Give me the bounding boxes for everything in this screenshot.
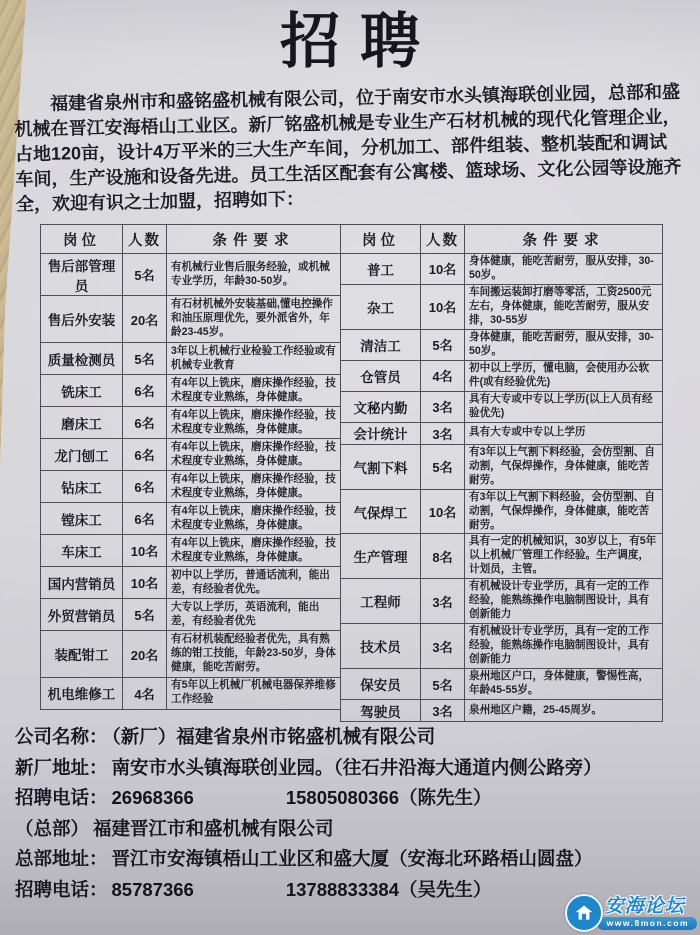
requirements-cell: 泉州地区户口，身体健康，警惕性高，年龄45-55岁。 bbox=[465, 669, 663, 700]
table-row bbox=[41, 677, 341, 709]
requirements-cell: 有4年以上铣床，磨床操作经验，技术程度专业熟练，身体健康。 bbox=[167, 375, 341, 407]
requirements-cell: 具有大专或中专以上学历 bbox=[465, 422, 663, 444]
count-cell: 3名 bbox=[421, 700, 465, 722]
count-cell: 8名 bbox=[421, 534, 465, 579]
watermark-site-name: 安海论坛 bbox=[604, 895, 685, 917]
contact-label: （总部） bbox=[15, 817, 90, 839]
position-cell: 外贸营销员 bbox=[41, 599, 123, 631]
count-cell: 5名 bbox=[123, 254, 167, 296]
position-cell: 工程师 bbox=[341, 579, 421, 624]
position-cell: 气割下料 bbox=[341, 444, 421, 489]
position-cell: 龙门刨工 bbox=[41, 439, 123, 471]
position-cell: 铣床工 bbox=[41, 375, 123, 407]
position-cell: 技术员 bbox=[341, 624, 421, 669]
table-row bbox=[341, 579, 663, 624]
table-row bbox=[41, 599, 341, 631]
requirements-cell: 有石材机装配经验者优先，具有熟练的钳工技能，年龄23-50岁，身体健康，能吃苦耐劳。 bbox=[167, 631, 341, 678]
position-cell: 国内营销员 bbox=[41, 567, 123, 599]
count-cell: 6名 bbox=[123, 439, 167, 471]
contact-label: 新厂地址： bbox=[15, 756, 108, 778]
table-row bbox=[341, 391, 663, 422]
jobs-table bbox=[40, 224, 672, 720]
contact-line bbox=[15, 783, 692, 814]
contact-label: 招聘电话： bbox=[15, 878, 108, 900]
contact-line bbox=[15, 844, 692, 875]
contact-line bbox=[15, 722, 692, 753]
position-cell: 杂工 bbox=[341, 284, 421, 329]
contact-value: 福建晋江市和盛机械有限公司 bbox=[93, 817, 334, 839]
count-cell: 5名 bbox=[421, 444, 465, 489]
col-header-position: 岗位 bbox=[41, 225, 123, 254]
position-cell: 气保焊工 bbox=[341, 489, 421, 534]
contact-value: 15805080366（陈先生） bbox=[285, 787, 492, 808]
requirements-cell: 有4年以上铣床，磨床操作经验，技术程度专业熟练，身体健康。 bbox=[167, 535, 341, 567]
table-row bbox=[41, 254, 341, 296]
position-cell: 普工 bbox=[341, 254, 421, 285]
table-row bbox=[341, 254, 663, 285]
position-cell: 保安员 bbox=[341, 669, 421, 700]
contact-value: 26968366 bbox=[111, 787, 194, 808]
contact-label: 总部地址： bbox=[15, 848, 108, 869]
table-row bbox=[341, 669, 663, 700]
table-row bbox=[41, 503, 341, 535]
contact-value: 85787366 bbox=[111, 878, 194, 900]
table-row bbox=[341, 329, 663, 360]
watermark-badge bbox=[565, 894, 697, 932]
position-cell: 清洁工 bbox=[341, 329, 421, 360]
requirements-cell: 3年以上机械行业检验工作经验或有机械专业教育 bbox=[167, 342, 341, 374]
requirements-cell: 初中以上学历，懂电脑，会使用办公软件(或有经验优先) bbox=[465, 360, 663, 391]
jobs-table-right bbox=[340, 224, 663, 722]
requirements-cell: 车间搬运装卸打磨等零活，工资2500元左右，身体健康，能吃苦耐劳，服从安排，30-55岁 bbox=[465, 284, 663, 329]
position-cell: 生产管理 bbox=[341, 534, 421, 579]
contact-line bbox=[15, 814, 692, 845]
count-cell: 6名 bbox=[123, 407, 167, 439]
col-header-position: 岗位 bbox=[341, 225, 421, 254]
position-cell: 质量检测员 bbox=[41, 342, 123, 374]
count-cell: 10名 bbox=[421, 284, 465, 329]
count-cell: 3名 bbox=[421, 391, 465, 422]
position-cell: 钻床工 bbox=[41, 471, 123, 503]
requirements-cell: 有3年以上气割下料经验，会仿型割、自动割，气保焊操作，身体健康，能吃苦耐劳。 bbox=[465, 489, 663, 534]
table-row bbox=[341, 534, 663, 579]
count-cell: 5名 bbox=[123, 599, 167, 631]
table-row bbox=[341, 489, 663, 534]
requirements-cell: 有3年以上气割下料经验，会仿型割、自动割，气保焊操作，身体健康，能吃苦耐劳。 bbox=[465, 444, 663, 489]
poster-title: 招聘 bbox=[280, 9, 440, 75]
requirements-cell: 大专以上学历，英语流利，能出差，有经验者优先 bbox=[167, 599, 341, 631]
requirements-cell: 有4年以上铣床，磨床操作经验，技术程度专业熟练，身体健康。 bbox=[167, 471, 341, 503]
table-row bbox=[341, 284, 663, 329]
count-cell: 6名 bbox=[123, 375, 167, 407]
table-row bbox=[41, 342, 341, 374]
position-cell: 售后部管理员 bbox=[41, 254, 123, 296]
count-cell: 10名 bbox=[123, 567, 167, 599]
table-row bbox=[41, 631, 341, 678]
requirements-cell: 身体健康，能吃苦耐劳，服从安排，30-50岁。 bbox=[465, 329, 663, 360]
col-header-requirements: 条件要求 bbox=[167, 225, 341, 254]
col-header-count: 人数 bbox=[123, 225, 167, 254]
table-header-row bbox=[41, 225, 341, 254]
count-cell: 3名 bbox=[421, 579, 465, 624]
requirements-cell: 有4年以上铣床，磨床操作经验，技术程度专业熟练，身体健康。 bbox=[167, 439, 341, 471]
position-cell: 仓管员 bbox=[341, 360, 421, 391]
table-row bbox=[41, 407, 341, 439]
requirements-cell: 有石材机械外安装基础,懂电控操作和油压原理优先，要外派省外，年龄23-45岁。 bbox=[167, 296, 341, 343]
contact-label: 公司名称： bbox=[15, 726, 108, 747]
requirements-cell: 具有大专或中专以上学历(以上人员有经验优先) bbox=[465, 391, 663, 422]
table-row bbox=[41, 296, 341, 343]
table-row bbox=[41, 567, 341, 599]
count-cell: 10名 bbox=[421, 489, 465, 534]
table-row bbox=[41, 439, 341, 471]
count-cell: 6名 bbox=[123, 471, 167, 503]
count-cell: 3名 bbox=[421, 422, 465, 444]
count-cell: 10名 bbox=[421, 254, 465, 285]
table-row bbox=[341, 360, 663, 391]
requirements-cell: 泉州地区户籍，25-45周岁。 bbox=[465, 700, 663, 722]
count-cell: 4名 bbox=[123, 677, 167, 709]
requirements-cell: 具有一定的机械知识，30岁以上，有5年以上机械厂管理工作经验。生产调度，计划员，主管。 bbox=[465, 534, 663, 579]
count-cell: 20名 bbox=[123, 296, 167, 343]
position-cell: 驾驶员 bbox=[341, 700, 421, 722]
position-cell: 装配钳工 bbox=[41, 631, 123, 678]
contact-label: 招聘电话： bbox=[15, 787, 108, 808]
contact-info bbox=[15, 722, 692, 905]
count-cell: 4名 bbox=[421, 360, 465, 391]
count-cell: 10名 bbox=[123, 535, 167, 567]
position-cell: 售后外安装 bbox=[41, 296, 123, 343]
requirements-cell: 有机械行业售后服务经验，或机械专业学历，年龄30-50岁。 bbox=[167, 254, 341, 296]
position-cell: 文秘内勤 bbox=[341, 391, 421, 422]
count-cell: 6名 bbox=[123, 503, 167, 535]
col-header-requirements: 条件要求 bbox=[465, 225, 663, 254]
requirements-cell: 有机械设计专业学历，具有一定的工作经验，能熟练操作电脑制图设计，具有创新能力 bbox=[465, 624, 663, 669]
position-cell: 车床工 bbox=[41, 535, 123, 567]
count-cell: 5名 bbox=[123, 342, 167, 374]
col-header-count: 人数 bbox=[421, 225, 465, 254]
position-cell: 镗床工 bbox=[41, 503, 123, 535]
contact-value: 南安市水头镇海联创业园。（往石井沿海大通道内侧公路旁） bbox=[111, 756, 602, 778]
count-cell: 3名 bbox=[421, 624, 465, 669]
requirements-cell: 有5年以上机械厂机械电器保养维修工作经验 bbox=[167, 677, 341, 709]
count-cell: 5名 bbox=[421, 329, 465, 360]
table-row bbox=[341, 444, 663, 489]
table-row bbox=[341, 700, 663, 722]
contact-line bbox=[15, 753, 692, 784]
table-header-row bbox=[341, 225, 663, 254]
requirements-cell: 有机械设计专业学历，具有一定的工作经验，能熟练操作电脑制图设计，具有创新能力 bbox=[465, 579, 663, 624]
requirements-cell: 有4年以上铣床，磨床操作经验，技术程度专业熟练，身体健康。 bbox=[167, 503, 341, 535]
table-row bbox=[41, 375, 341, 407]
jobs-table-left bbox=[40, 224, 341, 710]
count-cell: 5名 bbox=[421, 669, 465, 700]
contact-value: （新厂）福建省泉州市铭盛机械有限公司 bbox=[111, 726, 436, 747]
requirements-cell: 身体健康，能吃苦耐劳，服从安排，30-50岁。 bbox=[465, 254, 663, 285]
intro-paragraph: 福建省泉州市和盛铭盛机械有限公司，位于南安市水头镇海联创业园，总部和盛机械在晋江安海梧山工业区。新厂铭盛机械是专业生产石材机械的现代化管理企业，占地120亩，设计4万平米的三大生产车间，分机加工、部件组装、整机装配和调试车间，生产设施和设备先进。员工生活区配套有公寓楼、篮球场、文化公园等设施齐全，欢迎有识之士加盟，招聘如下： bbox=[14, 81, 682, 215]
position-cell: 磨床工 bbox=[41, 407, 123, 439]
requirements-cell: 有4年以上铣床，磨床操作经验，技术程度专业熟练，身体健康。 bbox=[167, 407, 341, 439]
table-row bbox=[41, 471, 341, 503]
position-cell: 会计统计 bbox=[341, 422, 421, 444]
table-row bbox=[341, 422, 663, 444]
contact-value: 13788833384（吴先生） bbox=[285, 878, 492, 900]
contact-value: 晋江市安海镇梧山工业区和盛大厦（安海北环路梧山圆盘） bbox=[111, 848, 593, 869]
house-icon bbox=[565, 894, 603, 932]
count-cell: 20名 bbox=[123, 631, 167, 678]
watermark-site-url: www.8mon.com bbox=[597, 917, 697, 930]
requirements-cell: 初中以上学历，普通话流利，能出差，有经验者优先。 bbox=[167, 567, 341, 599]
table-row bbox=[41, 535, 341, 567]
position-cell: 机电维修工 bbox=[41, 677, 123, 709]
table-row bbox=[341, 624, 663, 669]
